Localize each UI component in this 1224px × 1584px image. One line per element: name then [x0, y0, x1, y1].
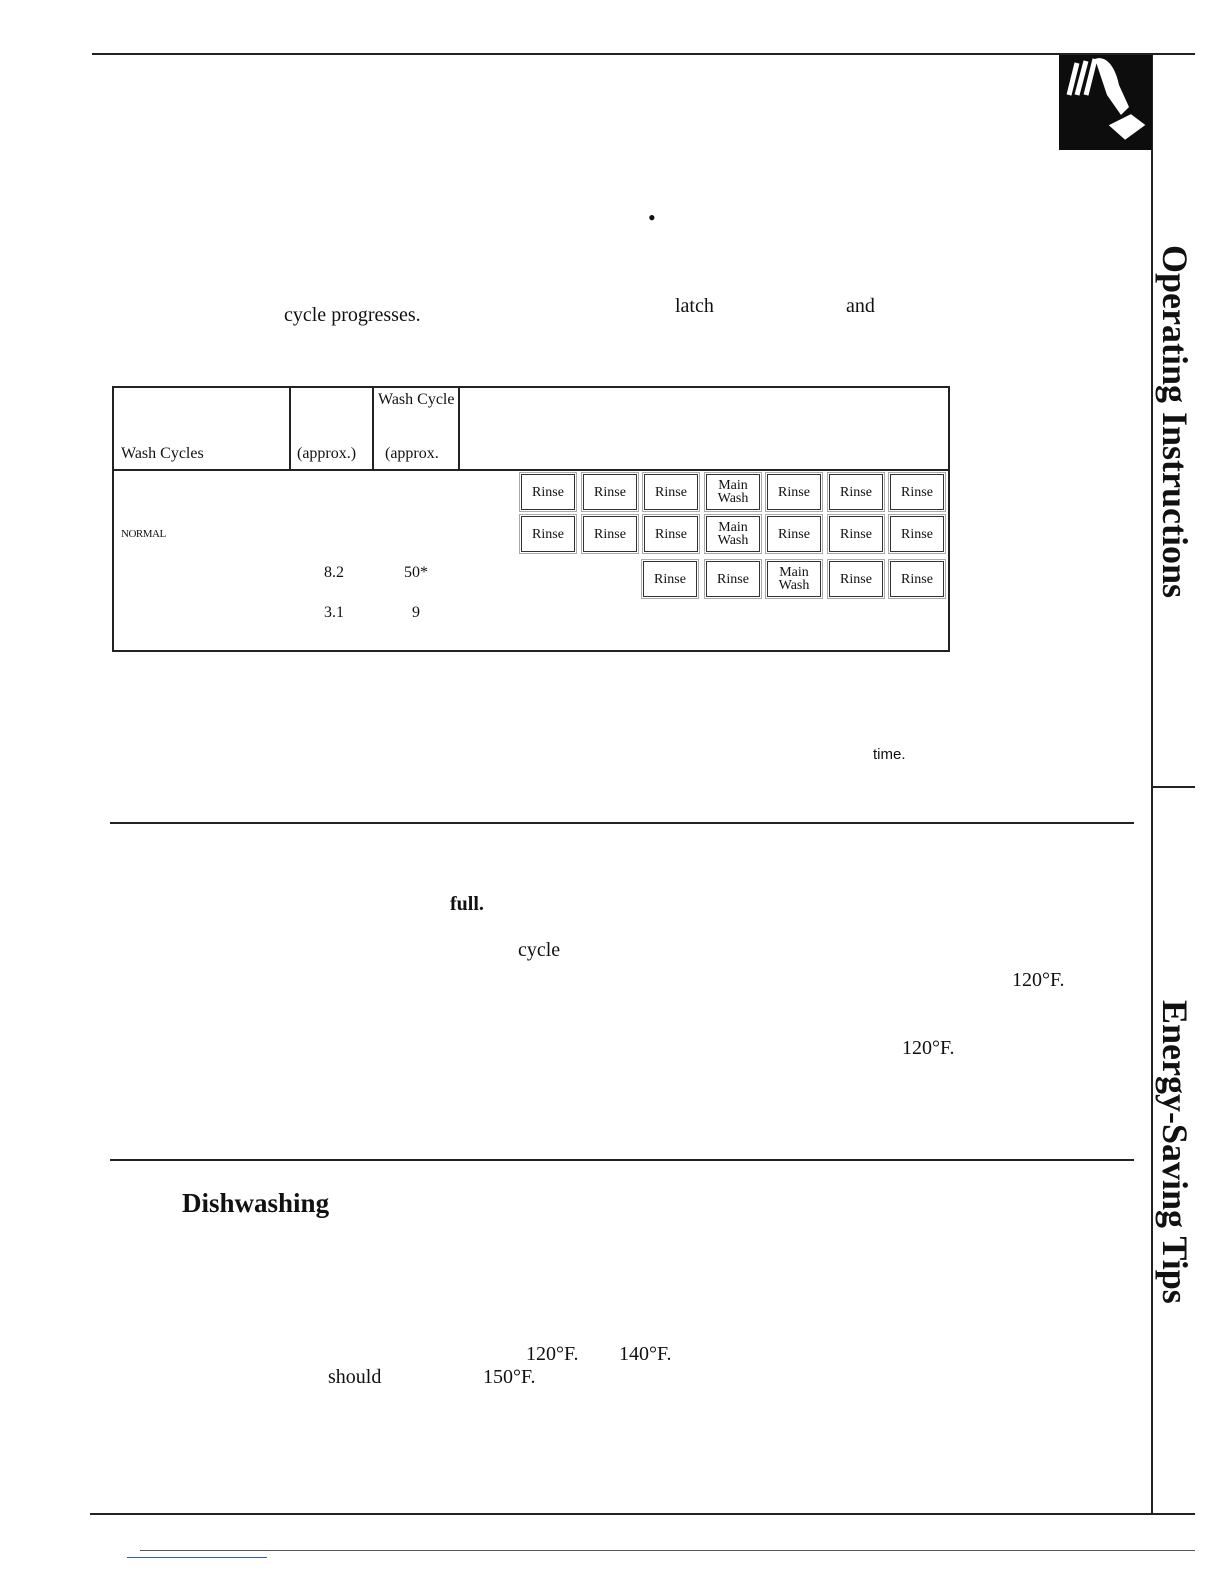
row3-water: 8.2: [324, 564, 344, 581]
cycle-progresses-text: cycle progresses.: [284, 304, 421, 326]
cycle-step: Main Wash: [706, 516, 760, 552]
cycle-step: Rinse: [767, 474, 821, 510]
temperature-120-b: 120°F.: [902, 1037, 955, 1059]
and-text: and: [846, 295, 875, 317]
section-rule-2: [110, 1159, 1134, 1161]
temperature-120-c: 120°F.: [526, 1343, 579, 1365]
cycle-step: Rinse: [583, 474, 637, 510]
should-text: should: [328, 1366, 382, 1388]
table-col-divider-1: [289, 386, 291, 469]
cycle-step: Rinse: [829, 474, 883, 510]
tab-separator: [1151, 786, 1195, 788]
top-rule: [92, 53, 1195, 55]
cycle-step: Rinse: [767, 516, 821, 552]
temperature-150: 150°F.: [483, 1366, 536, 1388]
cycle-step: Rinse: [890, 561, 944, 597]
bullet: •: [648, 205, 656, 230]
table-header-rule: [112, 469, 950, 471]
cycle-step: Rinse: [890, 474, 944, 510]
cycle-step: Rinse: [521, 516, 575, 552]
cycle-step: Main Wash: [767, 561, 821, 597]
cycle-step: Rinse: [706, 561, 760, 597]
cycle-step: Rinse: [644, 474, 698, 510]
latch-text: latch: [675, 295, 714, 317]
temperature-120-a: 120°F.: [1012, 969, 1065, 991]
cycle-step: Rinse: [644, 516, 698, 552]
dishwashing-heading: Dishwashing: [182, 1188, 330, 1218]
wash-cycles-header: Wash Cycles: [121, 445, 204, 462]
row4-time: 9: [412, 604, 420, 621]
tab-energy-saving-tips[interactable]: Energy-Saving Tips: [1155, 1000, 1195, 1304]
cycle-text: cycle: [518, 939, 561, 961]
temperature-140: 140°F.: [619, 1343, 672, 1365]
col3-wash-cycle-header: Wash Cycle: [378, 391, 455, 408]
tab-operating-instructions[interactable]: Operating Instructions: [1155, 245, 1195, 599]
footer-link-underline: [127, 1557, 267, 1558]
table-col-divider-3: [458, 386, 460, 469]
time-text: time.: [873, 746, 906, 763]
cycle-step: Rinse: [521, 474, 575, 510]
table-col-divider-2: [372, 386, 374, 469]
col3-approx-header: (approx.: [385, 445, 439, 462]
row4-water: 3.1: [324, 604, 344, 621]
cycle-step: Rinse: [890, 516, 944, 552]
cycle-step: Rinse: [829, 516, 883, 552]
cycle-step: Rinse: [583, 516, 637, 552]
row3-time: 50*: [404, 564, 428, 581]
section-rule-1: [110, 822, 1134, 824]
hand-pressing-button-icon: [1059, 55, 1152, 150]
tab-column-divider: [1151, 55, 1153, 1515]
cycle-step: Rinse: [643, 561, 697, 597]
cycle-step: Rinse: [829, 561, 883, 597]
full-text: full.: [450, 893, 484, 915]
footer-rule: [140, 1550, 1195, 1551]
cycle-step: Main Wash: [706, 474, 760, 510]
col2-approx-header: (approx.): [297, 445, 357, 462]
cycle-name-normal: NORMAL: [121, 528, 166, 540]
bottom-rule: [90, 1513, 1195, 1515]
